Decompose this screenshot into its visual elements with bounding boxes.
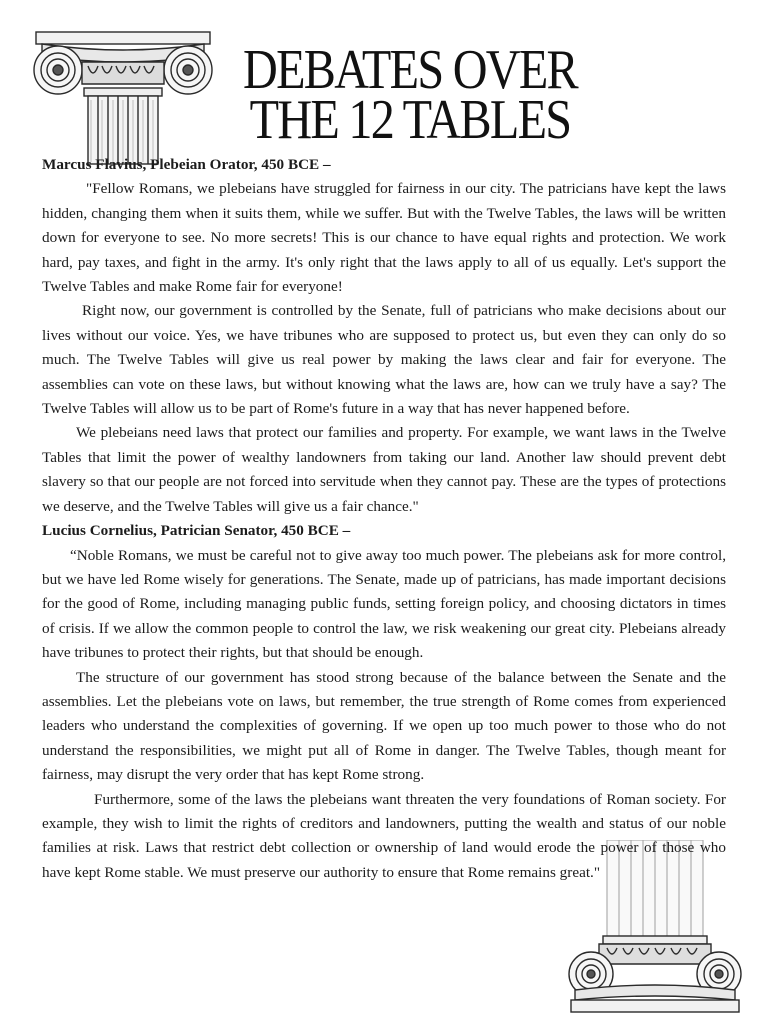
body-paragraph: “Noble Romans, we must be careful not to give away too much power. The plebeians ask for more control, but we have led Rome wisely for generations. The Senate, made up of patricians, has made important decisions for the good of Rome, including managing public funds, setting foreign policy, and choosing dictators in times of crisis. If we allow the common people to control the law, we risk weakening our great city. Plebeians already have tribunes to protect their rights, but that should be enough. (42, 546, 726, 662)
body-paragraph: The structure of our government has stood strong because of the balance between the Senate and the assemblies. Let the plebeians vote on laws, but remember, the true strength of Rome comes from experienced leaders who understand the complexities of governing. If we open up too much power to those who do not understand the responsibilities, we might put all of Rome in danger. The Twelve Tables, though meant for fairness, may disrupt the very order that has kept Rome strong. (42, 668, 726, 784)
body-paragraph: "Fellow Romans, we plebeians have struggled for fairness in our city. The patricians have kept the laws hidden, changing them when it suits them, while we suffer. But with the Twelve Tables, the laws will be written down for everyone to see. No more secrets! This is our chance to have equal rights and protection. We work hard, pay taxes, and fight in the army. It's only right that the laws apply to all of us equally. Let's support the Twelve Tables and make Rome fair for everyone! (42, 180, 726, 296)
title-line-2: THE 12 TABLES (249, 89, 571, 151)
body-paragraph: Right now, our government is controlled by the Senate, full of patricians who make decisions about our lives without our voice. Yes, we have tribunes who are supposed to protect us, but even they can only do so much. The Twelve Tables will give us real power by making the laws clear and fair for everyone. The assemblies can vote on these laws, but without knowing what the laws are, how can we truly have a say? The Twelve Tables will allow us to be part of Rome's future in a way that has never happened before. (42, 302, 726, 418)
body-paragraph: We plebeians need laws that protect our families and property. For example, we want laws in the Twelve Tables that limit the power of wealthy landowners from taking our land. Another law should prevent debt slavery so that our people are not forced into servitude when they cannot pay. These are the types of protections we deserve, and the Twelve Tables will give us a fair chance." (42, 424, 726, 515)
speaker-heading-plebeian: Marcus Flavius, Plebeian Orator, 450 BCE – (42, 156, 331, 173)
ionic-column-top-illustration (28, 26, 218, 166)
body-paragraph: Furthermore, some of the laws the plebeians want threaten the very foundations of Roman society. For example, they wish to limit the rights of creditors and landowners, putting the wealth and status of our noble families at risk. Laws that restrict debt collection or ownership of land would erode the power of those who have kept Rome stable. We must preserve our authority to ensure that Rome remains great." (42, 790, 726, 881)
speaker-heading-patrician: Lucius Cornelius, Patrician Senator, 450 BCE – (42, 522, 351, 540)
document-body (42, 153, 726, 885)
document-title (238, 39, 582, 151)
title-line-1: DEBATES OVER (243, 39, 577, 101)
